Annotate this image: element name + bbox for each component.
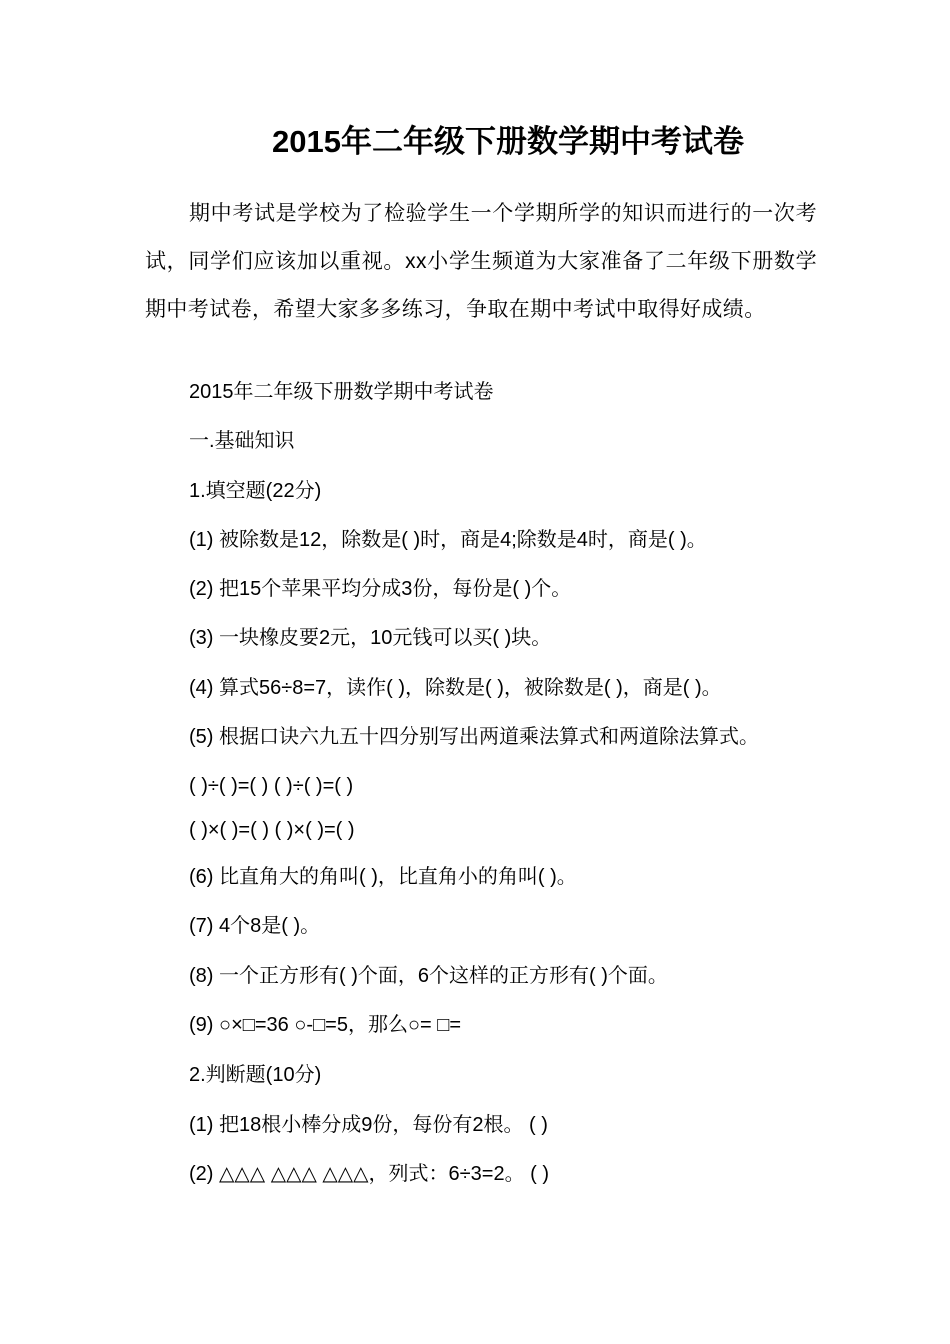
fill-in-question-7: (7) 4个8是( )。 [189, 915, 321, 937]
fill-in-question-1: (1) 被除数是12，除数是( )时，商是4;除数是4时，商是( )。 [189, 529, 707, 551]
intro-paragraph: 期中考试是学校为了检验学生一个学期所学的知识而进行的一次考试，同学们应该加以重视。xx小学生频道为大家准备了二年级下册数学期中考试卷，希望大家多多练习，争取在期中考试中取得好成绩。 [145, 202, 817, 321]
fill-in-question-3: (3) 一块橡皮要2元，10元钱可以买( )块。 [189, 627, 552, 649]
true-false-heading: 2.判断题(10分) [189, 1064, 322, 1086]
fill-in-question-4: (4) 算式56÷8=7，读作( )，除数是( )，被除数是( )，商是( )。 [189, 677, 722, 699]
fill-in-heading: 1.填空题(22分) [189, 480, 322, 502]
fill-in-question-5-multiplication: ( )×( )=( ) ( )×( )=( ) [189, 819, 355, 841]
true-false-question-1: (1) 把18根小棒分成9份，每份有2根。 ( ) [189, 1114, 548, 1136]
fill-in-question-8: (8) 一个正方形有( )个面，6个这样的正方形有( )个面。 [189, 965, 668, 987]
fill-in-question-9: (9) ○×□=36 ○-□=5，那么○= □= [189, 1014, 462, 1036]
document-title: 2015年二年级下册数学期中考试卷 [272, 124, 744, 159]
fill-in-question-6: (6) 比直角大的角叫( )，比直角小的角叫( )。 [189, 866, 577, 888]
section-heading-basics: 一.基础知识 [189, 430, 295, 452]
exam-subtitle: 2015年二年级下册数学期中考试卷 [189, 381, 494, 403]
true-false-question-2: (2) △△△ △△△ △△△，列式：6÷3=2。 ( ) [189, 1163, 549, 1185]
fill-in-question-5-division: ( )÷( )=( ) ( )÷( )=( ) [189, 775, 354, 797]
fill-in-question-2: (2) 把15个苹果平均分成3份，每份是( )个。 [189, 578, 572, 600]
fill-in-question-5: (5) 根据口诀六九五十四分别写出两道乘法算式和两道除法算式。 [189, 726, 759, 748]
